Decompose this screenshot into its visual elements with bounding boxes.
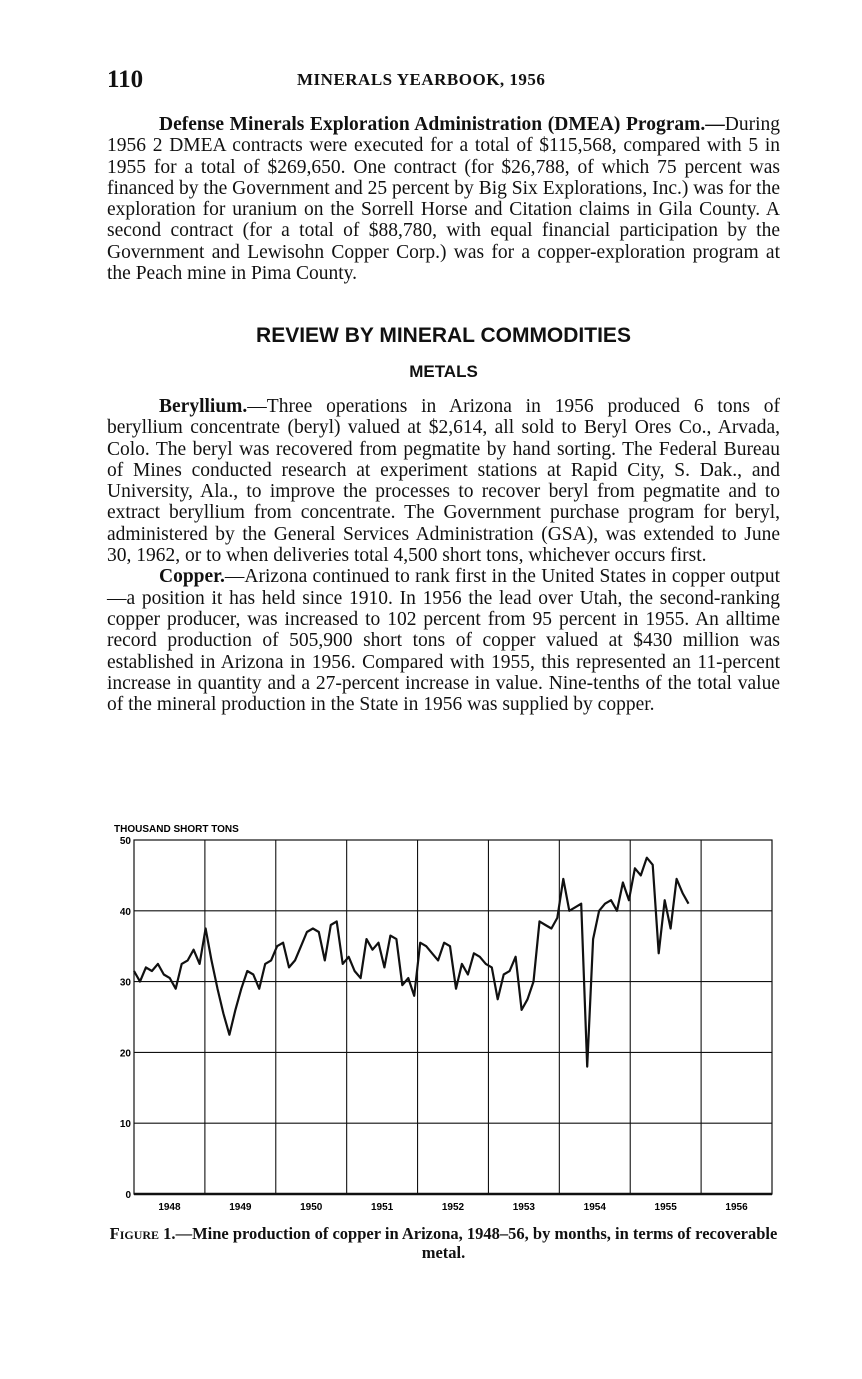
copper-text: —Arizona continued to rank first in the United States in copper output—a position it has held since 1910. In 1956 the lead over Utah, the second-ranking copper producer, was increased to 102 percent from 95 percent in 1955. An alltime record production of 505,900 short tons of copper valued at $430 million was established in Arizona in 1956. Compared with 1955, this represented an 11-percent increase in quantity and a 27-percent increase in value. Nine-tenths of the total value of the mineral production in the State in 1956 was supplied by copper. [107, 566, 780, 716]
x-tick-label: 1954 [583, 1202, 606, 1213]
y-tick-label: 30 [119, 977, 131, 989]
y-tick-label: 20 [119, 1048, 131, 1060]
x-tick-label: 1956 [725, 1202, 748, 1213]
x-tick-label: 1948 [158, 1202, 181, 1213]
page-header [107, 66, 780, 96]
x-tick-label: 1953 [512, 1202, 536, 1213]
beryllium-runin-heading: Beryllium. [159, 396, 248, 417]
figure-caption-text: —Mine production of copper in Arizona, 1948–56, by months, in terms of recoverable metal. [175, 1224, 778, 1262]
copper-production-line [134, 858, 689, 1067]
dmea-section [107, 114, 780, 284]
x-tick-label: 1952 [441, 1202, 465, 1213]
y-tick-label: 50 [119, 836, 131, 847]
chart-grid [134, 840, 772, 1194]
x-tick-label: 1950 [300, 1202, 323, 1213]
page-number: 110 [107, 66, 144, 93]
beryllium-paragraph [107, 396, 780, 566]
y-axis-label: THOUSAND SHORT TONS [114, 824, 239, 835]
dmea-text: During 1956 2 DMEA contracts were executed for a total of $115,568, compared with 5 in 1955 for a total of $269,650. One contract (for $26,788, of which 75 percent was financed by the Government and 25 percent by Big Six Explorations, Inc.) was for the exploration for uranium on the Sorrell Horse and Citation claims in Gila County. A second contract (for a total of $88,780, with equal financial participation by the Government and Lewisohn Copper Corp.) was for a copper-exploration program at the Peach mine in Pima County. [107, 114, 780, 285]
y-tick-label: 10 [119, 1119, 131, 1131]
x-tick-label: 1955 [654, 1202, 677, 1213]
metals-section [107, 396, 780, 715]
copper-runin-heading: Copper. [159, 566, 225, 588]
beryllium-text: —Three operations in Arizona in 1956 produced 6 tons of beryllium concentrate (beryl) valued at $2,614, all sold to Beryl Ores Co., Arvada, Colo. The beryl was recovered from pegmatite by hand sorting. The Federal Bureau of Mines conducted research at experiment stations at Rapid City, S. Dak., and University, Ala., to improve the processes to recover beryl from pegmatite and to extract beryllium from concentrate. The Government purchase program for beryl, administered by the General Services Administration (GSA), was extended to June 30, 1962, or to when deliveries total 4,500 short tons, whichever occurs first. [107, 396, 780, 567]
copper-production-chart [104, 818, 784, 1218]
running-head: MINERALS YEARBOOK, 1956 [297, 70, 546, 89]
x-tick-label: 1951 [370, 1202, 394, 1213]
x-tick-label: 1949 [229, 1202, 252, 1213]
metals-heading: METALS [409, 362, 478, 381]
figure-label: Figure 1. [109, 1224, 176, 1243]
y-tick-label: 40 [119, 906, 131, 918]
copper-paragraph [107, 566, 780, 715]
figure-caption [107, 1224, 780, 1262]
dmea-paragraph [107, 114, 780, 284]
y-tick-label: 0 [125, 1190, 131, 1201]
review-heading: REVIEW BY MINERAL COMMODITIES [256, 324, 631, 347]
chart-frame [134, 840, 772, 1194]
dmea-runin-heading: Defense Minerals Exploration Administration (DMEA) Program.— [159, 114, 725, 135]
